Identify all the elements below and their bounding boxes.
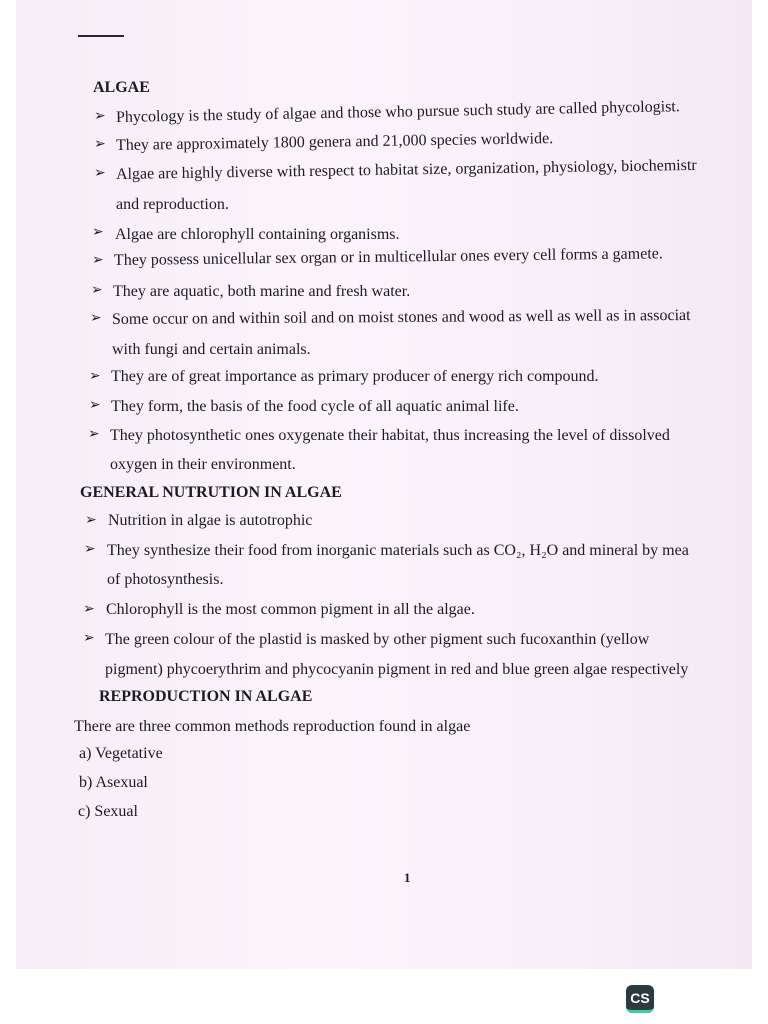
- document-page: [16, 0, 752, 969]
- arrow-bullet-icon: ➢: [91, 282, 103, 298]
- bullet-text-continued: with fungi and certain animals.: [112, 341, 311, 358]
- heading-general-nutrition: GENERAL NUTRUTION IN ALGAE: [80, 484, 342, 501]
- bullet-text: They synthesize their food from inorganic materials such as CO₂, H₂O and mineral by mea: [107, 542, 689, 559]
- arrow-bullet-icon: ➢: [84, 541, 96, 557]
- arrow-bullet-icon: ➢: [94, 165, 106, 181]
- bullet-text: Algae are chlorophyll containing organisms.: [115, 226, 400, 243]
- bullet-text: They are approximately 1800 genera and 21,000 species worldwide.: [115, 130, 554, 154]
- bullet-text: They possess unicellular sex organ or in multicellular ones every cell forms a gamete.: [113, 245, 663, 269]
- camscanner-logo: CS: [626, 985, 654, 1013]
- bullet-text: Nutrition in algae is autotrophic: [108, 512, 313, 529]
- intro-text: There are three common methods reproduction found in algae: [74, 718, 471, 735]
- method-item: c) Sexual: [78, 803, 138, 820]
- arrow-bullet-icon: ➢: [88, 426, 100, 442]
- bullet-text-continued: and reproduction.: [116, 196, 229, 213]
- arrow-bullet-icon: ➢: [92, 224, 104, 240]
- bullet-text: They are of great importance as primary producer of energy rich compound.: [111, 368, 599, 385]
- bullet-text: They are aquatic, both marine and fresh water.: [113, 283, 411, 300]
- bullet-text: They photosynthetic ones oxygenate their habitat, thus increasing the level of dissolved: [110, 427, 670, 444]
- arrow-bullet-icon: ➢: [83, 630, 95, 646]
- method-item: b) Asexual: [79, 774, 148, 791]
- heading-algae: ALGAE: [93, 79, 150, 96]
- bullet-text-continued: pigment) phycoerythrim and phycocyanin pigment in red and blue green algae respectively: [105, 661, 689, 678]
- arrow-bullet-icon: ➢: [85, 512, 97, 528]
- bullet-text-continued: oxygen in their environment.: [110, 456, 296, 473]
- page-number: 1: [404, 870, 411, 885]
- method-item: a) Vegetative: [79, 745, 163, 762]
- arrow-bullet-icon: ➢: [83, 601, 95, 617]
- heading-reproduction: REPRODUCTION IN ALGAE: [99, 688, 313, 705]
- arrow-bullet-icon: ➢: [89, 397, 101, 413]
- arrow-bullet-icon: ➢: [94, 108, 106, 124]
- arrow-bullet-icon: ➢: [92, 252, 104, 268]
- bullet-text-continued: of photosynthesis.: [107, 571, 224, 588]
- bullet-text: Algae are highly diverse with respect to habitat size, organization, physiology, biochemistr: [115, 156, 697, 183]
- arrow-bullet-icon: ➢: [94, 136, 106, 152]
- bullet-text: They form, the basis of the food cycle of all aquatic animal life.: [111, 398, 519, 415]
- top-rule: [78, 35, 124, 37]
- bullet-text: Phycology is the study of algae and those who pursue such study are called phycologist.: [115, 98, 680, 126]
- bullet-text: The green colour of the plastid is masked by other pigment such fucoxanthin (yellow: [105, 631, 650, 648]
- arrow-bullet-icon: ➢: [89, 368, 101, 384]
- arrow-bullet-icon: ➢: [90, 310, 102, 326]
- bullet-text: Chlorophyll is the most common pigment in all the algae.: [106, 601, 475, 618]
- bullet-text: Some occur on and within soil and on moist stones and wood as well as well as in associat: [111, 306, 691, 328]
